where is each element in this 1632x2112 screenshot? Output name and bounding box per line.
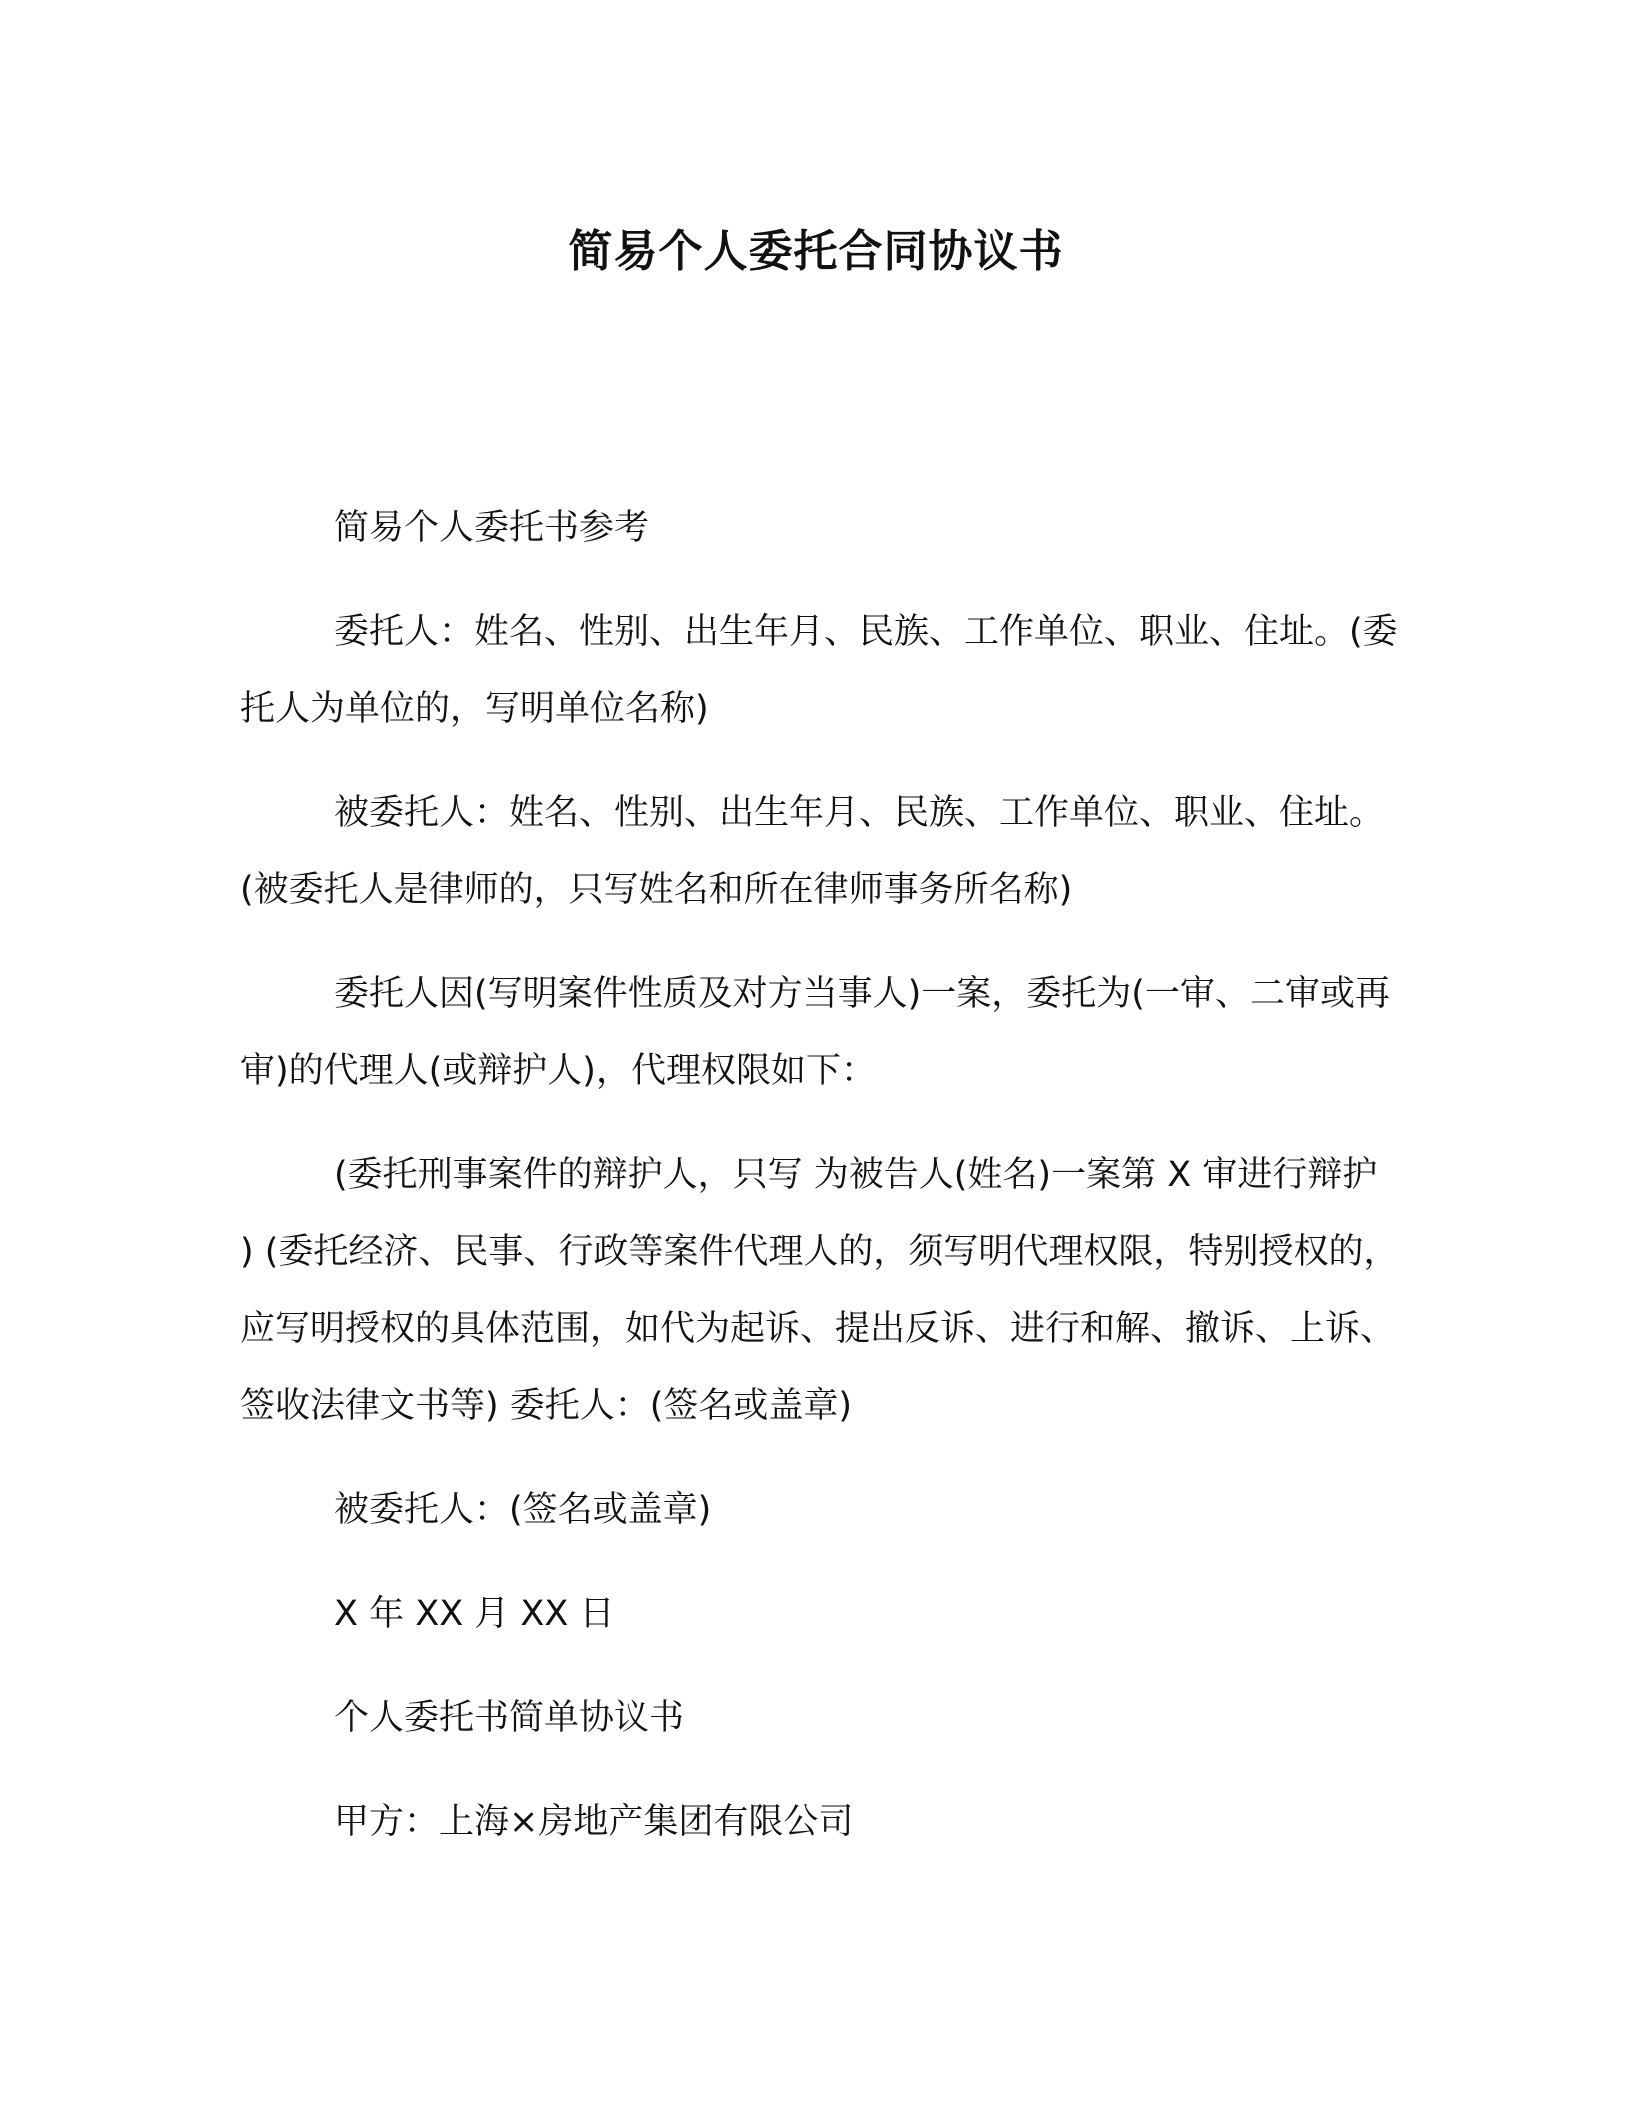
paragraph-date: X 年 XX 月 XX 日 [334, 1594, 615, 1634]
document-body [240, 490, 1400, 1888]
paragraph-authority-details: (委托刑事案件的辩护人，只写 为被告人(姓名)一案第 X 审进行辩护 ) (委托经济、民事、行政等案件代理人的，须写明代理权限，特别授权的，应写明授权的具体范围，如代为起诉、提出反诉、进行和解、撤诉、上诉、签收法律文书等) 委托人：(签名或盖章) [240, 1155, 1399, 1426]
document-title: 简易个人委托合同协议书 [568, 226, 1064, 277]
paragraph-agent: 被委托人：姓名、性别、出生年月、民族、工作单位、职业、住址。(被委托人是律师的，只写姓名和所在律师事务所名称) [240, 793, 1385, 910]
paragraph-simple-agreement-heading: 个人委托书简单协议书 [334, 1698, 685, 1738]
paragraph-case-scope: 委托人因(写明案件性质及对方当事人)一案，委托为(一审、二审或再审)的代理人(或辩护人)，代理权限如下： [240, 974, 1390, 1091]
paragraph-agent-signature: 被委托人：(签名或盖章) [334, 1490, 712, 1530]
paragraph-reference-heading: 简易个人委托书参考 [334, 508, 650, 548]
paragraph-principal: 委托人：姓名、性别、出生年月、民族、工作单位、职业、住址。(委托人为单位的，写明单位名称) [240, 612, 1398, 729]
paragraph-party-a: 甲方：上海×房地产集团有限公司 [334, 1802, 854, 1842]
